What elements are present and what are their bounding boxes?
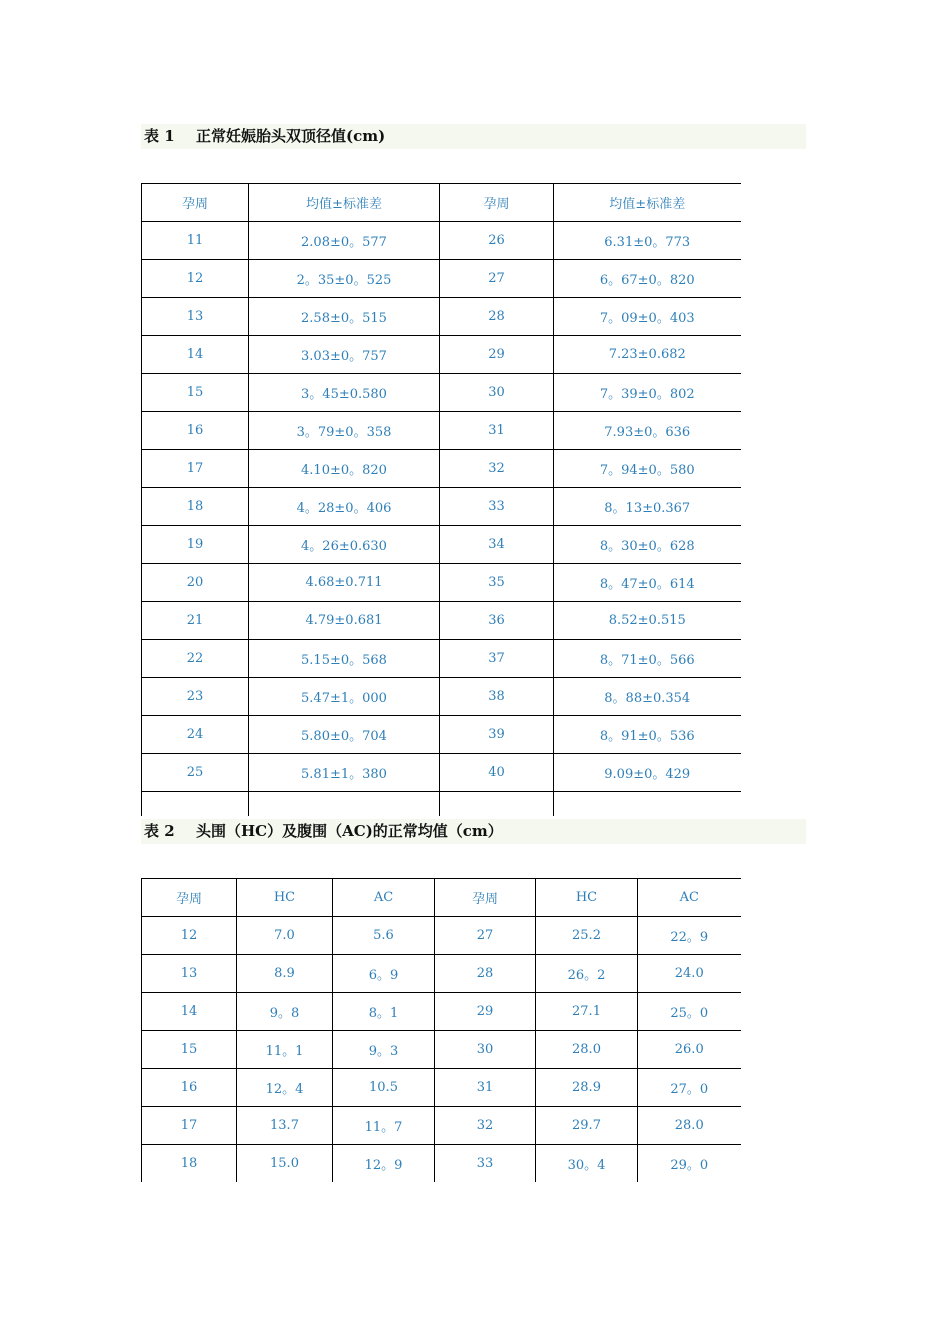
table2-caption: [141, 819, 806, 844]
table-cell: 8。71±0。566: [554, 640, 741, 678]
table-cell: 33: [440, 488, 554, 526]
table-cell: 30: [435, 1031, 536, 1069]
table-cell: 27。0: [638, 1069, 741, 1107]
table-cell: 22: [142, 640, 249, 678]
table-cell: 2。35±0。525: [249, 260, 440, 298]
table-row: [142, 526, 741, 564]
table-row: [142, 917, 741, 955]
table-cell: 2.58±0。515: [249, 298, 440, 336]
table-cell: 5.15±0。568: [249, 640, 440, 678]
table-cell: 18: [142, 488, 249, 526]
header-cell: 孕周: [142, 184, 249, 222]
table-row: [142, 1031, 741, 1069]
table-cell: 23: [142, 678, 249, 716]
table-cell: 8。91±0。536: [554, 716, 741, 754]
table-cell: 29.7: [536, 1107, 638, 1145]
table-cell: 34: [440, 526, 554, 564]
table-cell: 13.7: [237, 1107, 333, 1145]
table-cell: 36: [440, 602, 554, 640]
table-row: [142, 488, 741, 526]
table-cell: 11: [142, 222, 249, 260]
header-cell: HC: [536, 879, 638, 917]
table-cell: 31: [435, 1069, 536, 1107]
table-row: [142, 716, 741, 754]
table-cell: 16: [142, 412, 249, 450]
table-cell: 27: [435, 917, 536, 955]
table-cell: 8。88±0.354: [554, 678, 741, 716]
table-cell: 27.1: [536, 993, 638, 1031]
bpd-table: [141, 183, 741, 816]
table-row: [142, 336, 741, 374]
header-cell: 均值±标准差: [554, 184, 741, 222]
table-cell: 6。9: [333, 955, 435, 993]
table-row: [142, 993, 741, 1031]
table-cell: 7。39±0。802: [554, 374, 741, 412]
table-cell: 9。8: [237, 993, 333, 1031]
table-cell: 14: [142, 993, 237, 1031]
table-cell: 4.79±0.681: [249, 602, 440, 640]
header-cell: 孕周: [142, 879, 237, 917]
table-cell: 17: [142, 450, 249, 488]
table-cell: 3。79±0。358: [249, 412, 440, 450]
table-cell: 7。94±0。580: [554, 450, 741, 488]
table-cell: 6.31±0。773: [554, 222, 741, 260]
table-cell: 24.0: [638, 955, 741, 993]
table-cell: 18: [142, 1145, 237, 1183]
table-cell: 3.03±0。757: [249, 336, 440, 374]
table-cell: 25.2: [536, 917, 638, 955]
table-cell: 16: [142, 1069, 237, 1107]
table-cell: 33: [435, 1145, 536, 1183]
table-cell: 8.52±0.515: [554, 602, 741, 640]
table-row: [142, 260, 741, 298]
table-cell: 10.5: [333, 1069, 435, 1107]
table-cell: 28.0: [536, 1031, 638, 1069]
table-cell: 26.0: [638, 1031, 741, 1069]
table-row: [142, 754, 741, 792]
hc-ac-table: [141, 878, 741, 1182]
table-cell: 13: [142, 955, 237, 993]
table-cell: 7.93±0。636: [554, 412, 741, 450]
table-cell: 9。3: [333, 1031, 435, 1069]
table-cell: 12: [142, 917, 237, 955]
table-cell: 4。28±0。406: [249, 488, 440, 526]
table-cell: 14: [142, 336, 249, 374]
table-cell: 8。1: [333, 993, 435, 1031]
table-cell: [440, 792, 554, 817]
table-cell: 27: [440, 260, 554, 298]
table-row: [142, 374, 741, 412]
table-row: [142, 955, 741, 993]
table-cell: 6。67±0。820: [554, 260, 741, 298]
table-row: [142, 1107, 741, 1145]
table-cell: 37: [440, 640, 554, 678]
header-cell: HC: [237, 879, 333, 917]
table-cell: 7.23±0.682: [554, 336, 741, 374]
header-cell: AC: [333, 879, 435, 917]
table-cell: 28: [435, 955, 536, 993]
table-cell: 5.47±1。000: [249, 678, 440, 716]
table-cell: 28.0: [638, 1107, 741, 1145]
table-cell: 25。0: [638, 993, 741, 1031]
table-row: [142, 450, 741, 488]
table-cell: 28: [440, 298, 554, 336]
table-row: [142, 1069, 741, 1107]
table-cell: 5.80±0。704: [249, 716, 440, 754]
table2-number: 表 2: [144, 822, 175, 840]
table-cell: 21: [142, 602, 249, 640]
header-cell: 孕周: [435, 879, 536, 917]
table-cell: 11。1: [237, 1031, 333, 1069]
table-cell: 17: [142, 1107, 237, 1145]
table-cell: 32: [440, 450, 554, 488]
table-row: [142, 564, 741, 602]
header-row: [142, 879, 741, 917]
table-cell: 5.81±1。380: [249, 754, 440, 792]
table-cell: 15: [142, 374, 249, 412]
table-row: [142, 222, 741, 260]
table-row: [142, 640, 741, 678]
table-cell: 15: [142, 1031, 237, 1069]
table-row: [142, 1145, 741, 1183]
table-cell: 29。0: [638, 1145, 741, 1183]
table-row: [142, 602, 741, 640]
table-cell: 3。45±0.580: [249, 374, 440, 412]
header-row: [142, 184, 741, 222]
table-cell: 7。09±0。403: [554, 298, 741, 336]
table1-caption: [141, 124, 806, 149]
table-cell: 8。30±0。628: [554, 526, 741, 564]
table-cell: 35: [440, 564, 554, 602]
table-cell: 4.10±0。820: [249, 450, 440, 488]
table-cell: 38: [440, 678, 554, 716]
table-cell: 4。26±0.630: [249, 526, 440, 564]
table-row: [142, 678, 741, 716]
table-cell: 25: [142, 754, 249, 792]
table-cell: 8。47±0。614: [554, 564, 741, 602]
table-cell: 29: [435, 993, 536, 1031]
table-row: [142, 298, 741, 336]
table-cell: 32: [435, 1107, 536, 1145]
table-cell: 19: [142, 526, 249, 564]
table-cell: 30。4: [536, 1145, 638, 1183]
table-cell: 7.0: [237, 917, 333, 955]
header-cell: 孕周: [440, 184, 554, 222]
table-cell: 4.68±0.711: [249, 564, 440, 602]
table-cell: 40: [440, 754, 554, 792]
table-cell: 13: [142, 298, 249, 336]
table-cell: 12: [142, 260, 249, 298]
table-row: [142, 412, 741, 450]
table-cell: 30: [440, 374, 554, 412]
table-cell: 5.6: [333, 917, 435, 955]
table-cell: 20: [142, 564, 249, 602]
table-cell: [142, 792, 249, 817]
table-cell: 2.08±0。577: [249, 222, 440, 260]
table-cell: 26。2: [536, 955, 638, 993]
table-cell: 15.0: [237, 1145, 333, 1183]
table-cell: 29: [440, 336, 554, 374]
table-cell: [554, 792, 741, 817]
table-cell: 26: [440, 222, 554, 260]
table-cell: 8.9: [237, 955, 333, 993]
table2-title: 头围（HC）及腹围（AC)的正常均值（cm）: [196, 822, 503, 840]
table1-number: 表 1: [144, 127, 175, 145]
table-cell: 22。9: [638, 917, 741, 955]
table-cell: 39: [440, 716, 554, 754]
table-cell: 8。13±0.367: [554, 488, 741, 526]
table-cell: 12。9: [333, 1145, 435, 1183]
header-cell: 均值±标准差: [249, 184, 440, 222]
table-cell: 31: [440, 412, 554, 450]
table-cell: 24: [142, 716, 249, 754]
blank-row: [142, 792, 741, 817]
header-cell: AC: [638, 879, 741, 917]
table-cell: 12。4: [237, 1069, 333, 1107]
table-cell: 28.9: [536, 1069, 638, 1107]
table-cell: 11。7: [333, 1107, 435, 1145]
table-cell: 9.09±0。429: [554, 754, 741, 792]
table-cell: [249, 792, 440, 817]
table1-title: 正常妊娠胎头双顶径值(cm): [196, 127, 386, 145]
